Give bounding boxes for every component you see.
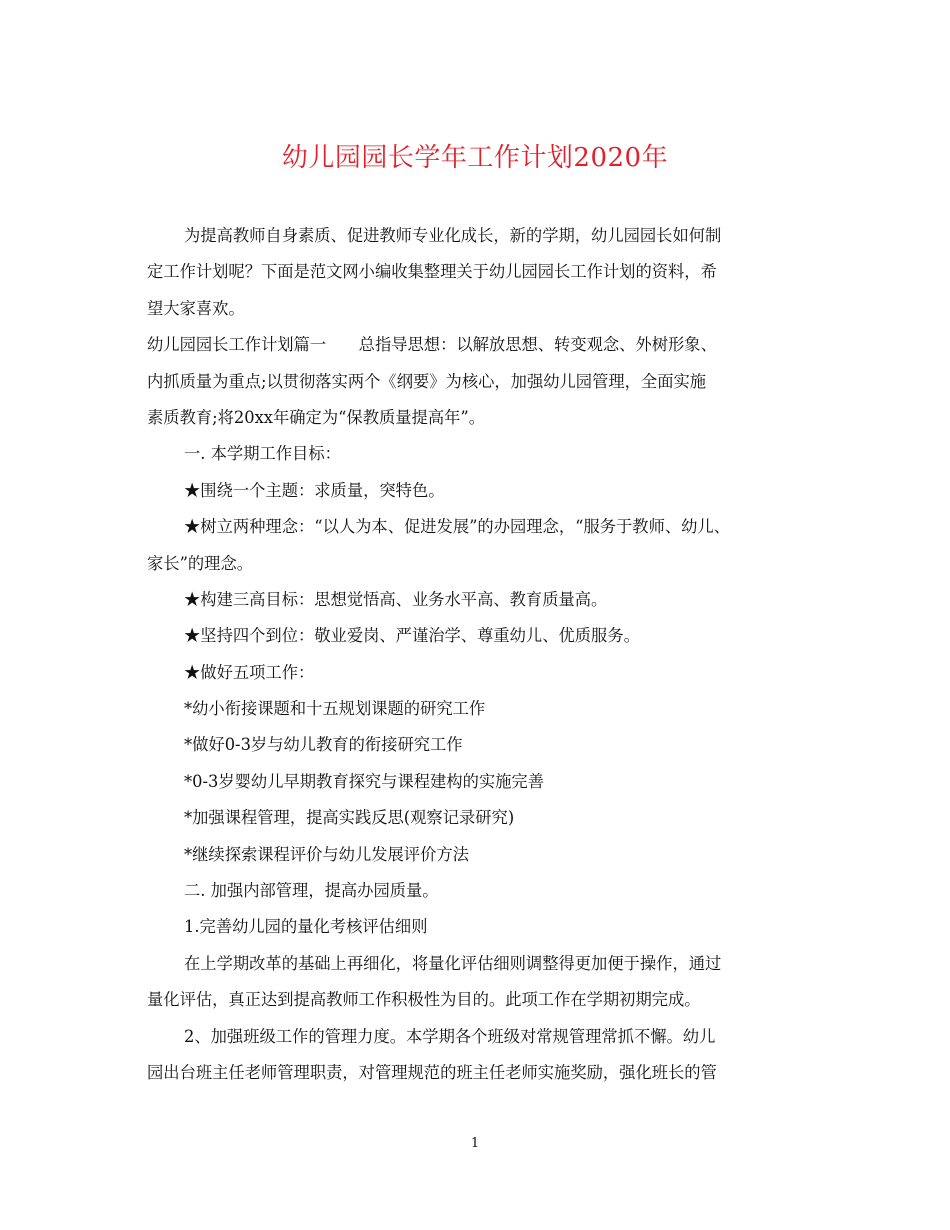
text-line: 为提高教师自身素质、促进教师专业化成长，新的学期，幼儿园园长如何制 xyxy=(184,226,722,245)
text-line: 1.完善幼儿园的量化考核评估细则 xyxy=(184,917,428,937)
text-line: 内抓质量为重点;以贯彻落实两个《纲要》为核心，加强幼儿园管理，全面实施 xyxy=(147,371,707,391)
text-line: ★做好五项工作： xyxy=(184,662,315,682)
text-line: ★围绕一个主题：求质量，突特色。 xyxy=(184,480,445,500)
text-line: 定工作计划呢？下面是范文网小编收集整理关于幼儿园园长工作计划的资料，希 xyxy=(147,262,717,282)
text-line: ★构建三高目标：思想觉悟高、业务水平高、教育质量高。 xyxy=(184,589,608,609)
text-line: 一. 本学期工作目标： xyxy=(184,444,341,464)
text-line: *0-3岁婴幼儿早期教育探究与课程建构的实施完善 xyxy=(184,771,544,791)
text-line: 幼儿园园长工作计划篇一 总指导思想：以解放思想、转变观念、外树形象、 xyxy=(147,335,717,355)
document-body xyxy=(147,218,807,1091)
text-line: 园出台班主任老师管理职责，对管理规范的班主任老师实施奖励，强化班长的管 xyxy=(147,1062,717,1082)
text-line: ★树立两种理念：“以人为本、促进发展”的办园理念，“服务于教师、幼儿、 xyxy=(184,517,730,537)
text-line: ★坚持四个到位：敬业爱岗、严谨治学、尊重幼儿、优质服务。 xyxy=(184,626,640,646)
page-number: 1 xyxy=(470,1136,480,1151)
text-line: *做好0-3岁与幼儿教育的衔接研究工作 xyxy=(184,735,463,755)
text-line: 家长”的理念。 xyxy=(147,553,254,573)
text-line: 量化评估，真正达到提高教师工作积极性为目的。此项工作在学期初期完成。 xyxy=(147,990,701,1010)
text-line: *加强课程管理，提高实践反思(观察记录研究) xyxy=(184,808,515,828)
text-line: 望大家喜欢。 xyxy=(147,298,245,318)
document-title: 幼儿园园长学年工作计划2020年 xyxy=(281,143,669,173)
text-line: 素质教育;将20xx年确定为“保教质量提高年”。 xyxy=(147,407,485,427)
text-line: *幼小衔接课题和十五规划课题的研究工作 xyxy=(184,699,486,719)
text-line: 在上学期改革的基础上再细化，将量化评估细则调整得更加便于操作，通过 xyxy=(184,953,722,973)
text-line: *继续探索课程评价与幼儿发展评价方法 xyxy=(184,844,469,864)
text-line: 二. 加强内部管理，提高办园质量。 xyxy=(184,881,439,901)
text-line: 2、加强班级工作的管理力度。本学期各个班级对常规管理常抓不懈。幼儿 xyxy=(184,1026,716,1046)
